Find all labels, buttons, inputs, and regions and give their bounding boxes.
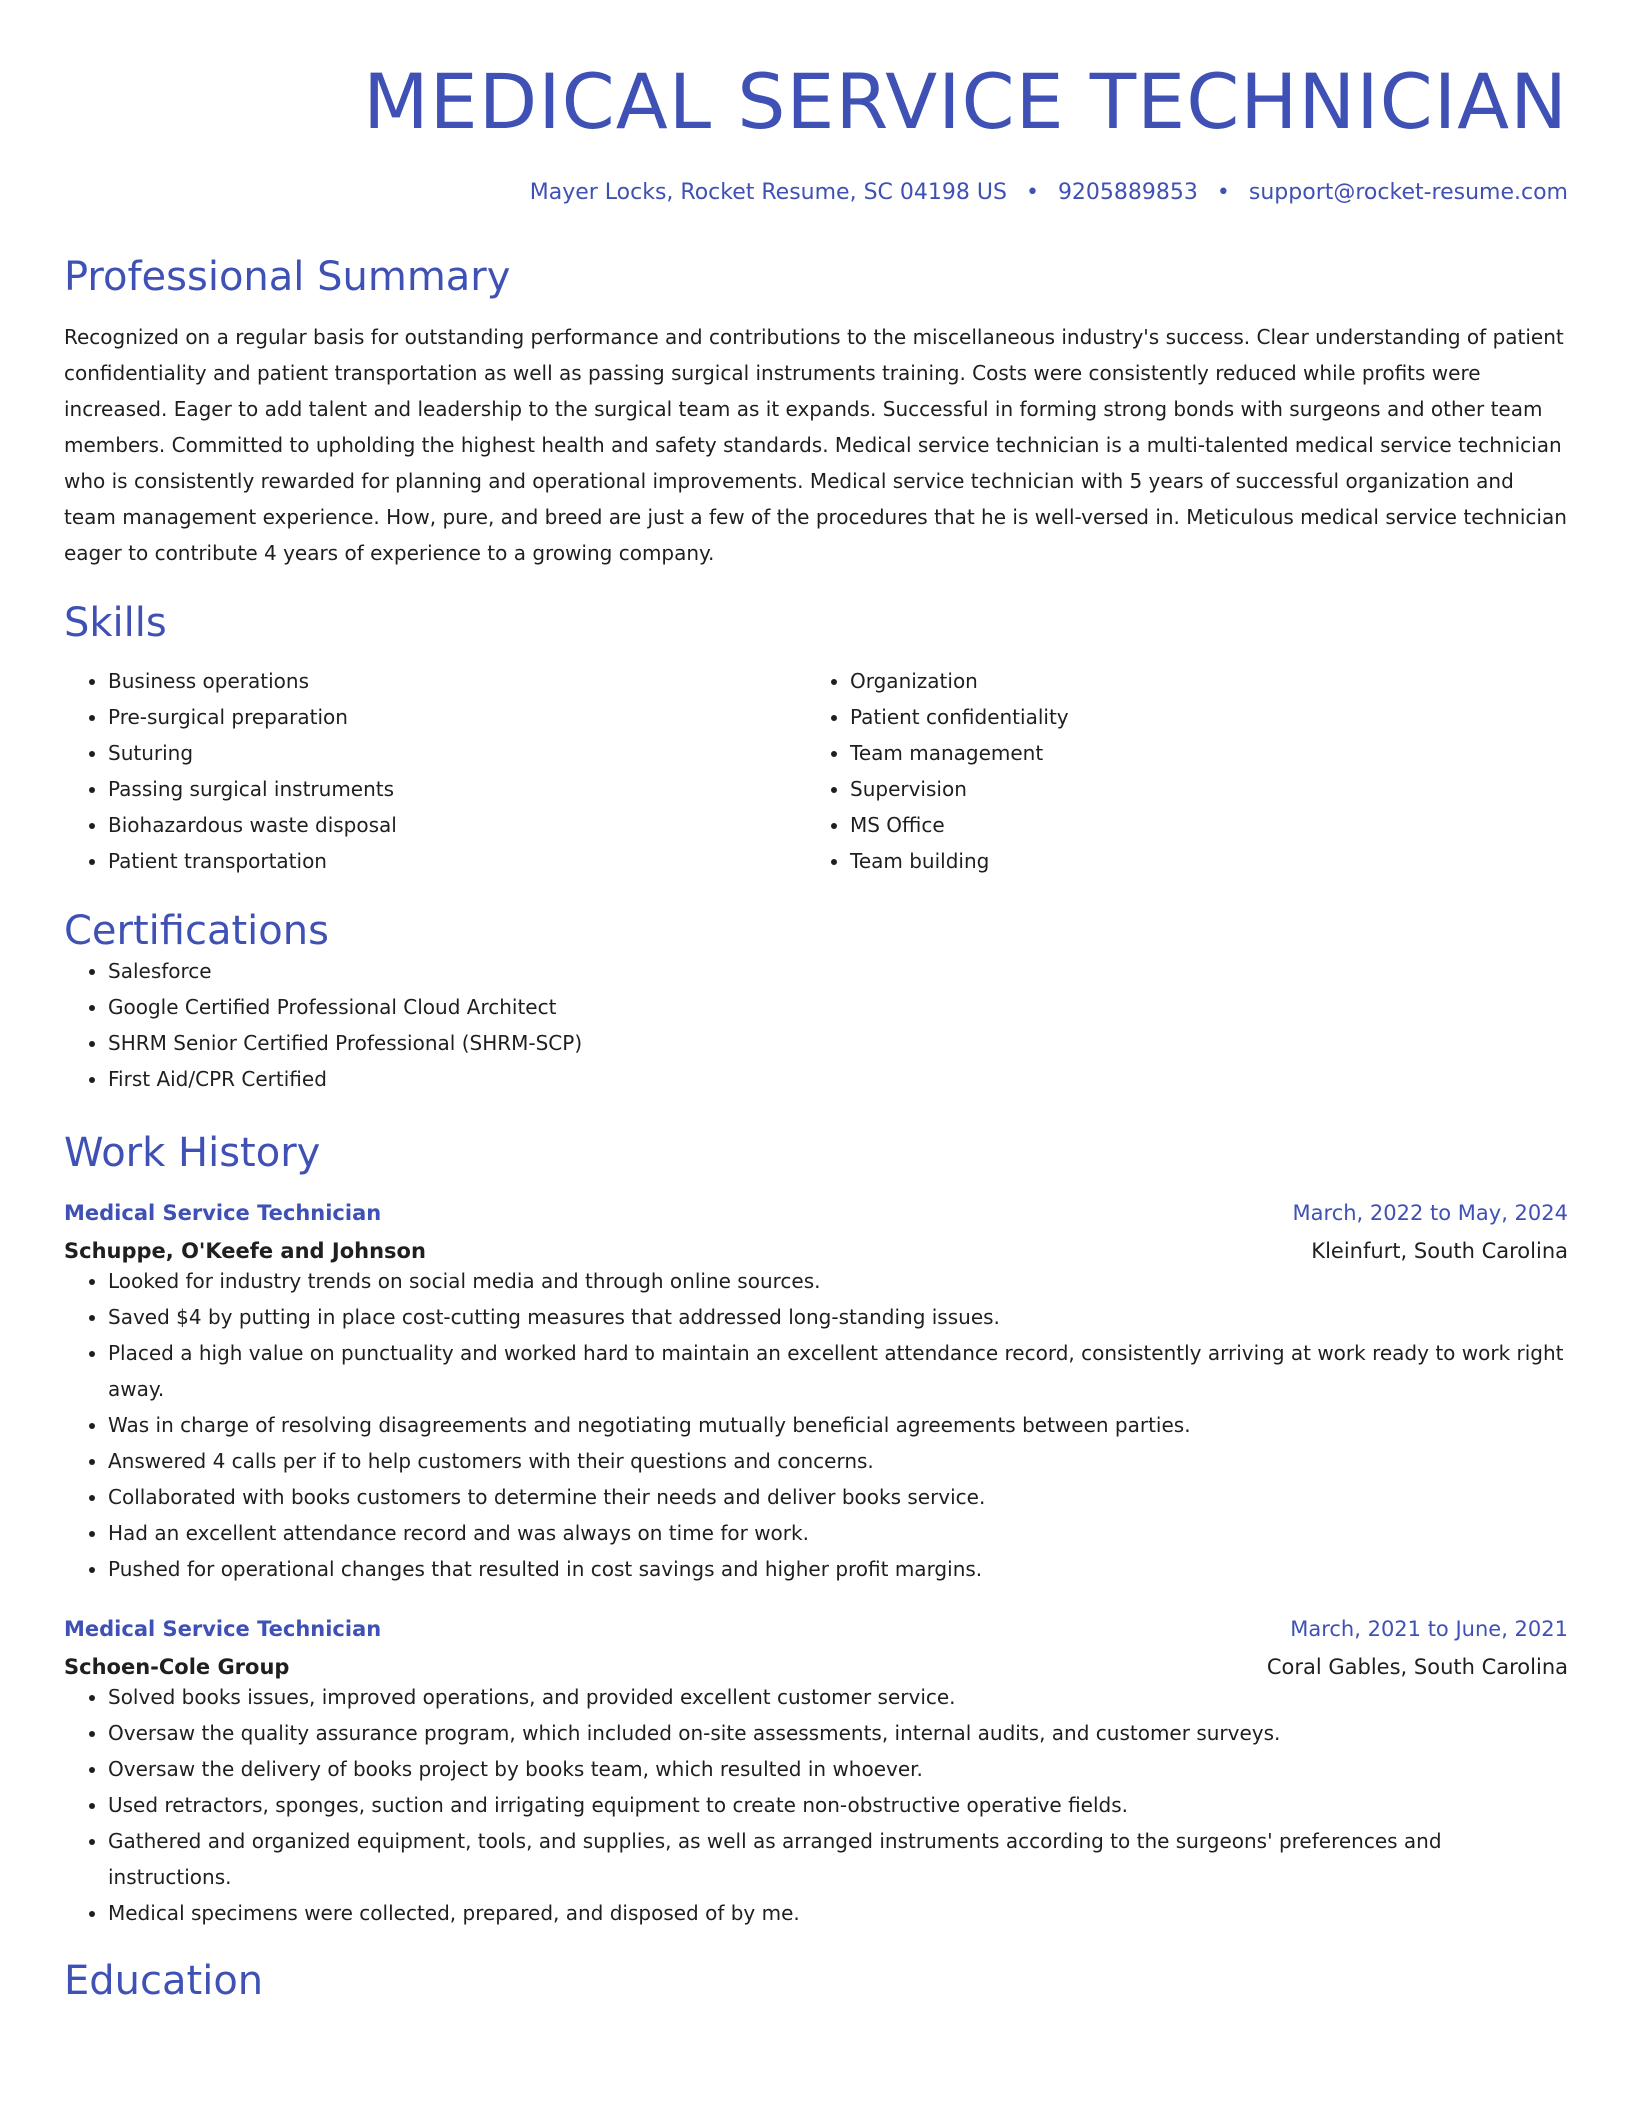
- job-location: Kleinfurt, South Carolina: [1311, 1239, 1568, 1263]
- job-entry: [64, 1617, 1568, 1931]
- skills-column-left: [64, 663, 806, 879]
- skill-item: • Organization: [850, 663, 1548, 699]
- skill-item: • Team building: [850, 843, 1548, 879]
- contact-line: [64, 180, 1568, 205]
- contact-separator: •: [1216, 180, 1230, 205]
- certification-item: • SHRM Senior Certified Professional (SHRM-SCP): [108, 1025, 1568, 1061]
- resume-page: [64, 0, 1568, 2003]
- responsibility-item: • Looked for industry trends on social media and through online sources.: [108, 1263, 1568, 1299]
- responsibility-item: • Used retractors, sponges, suction and irrigating equipment to create non-obstructive operative fields.: [108, 1787, 1568, 1823]
- job-responsibilities: [64, 1679, 1568, 1931]
- skill-item: • Patient transportation: [108, 843, 806, 879]
- job-header: [64, 1617, 1568, 1641]
- certifications-list: [64, 953, 1568, 1097]
- responsibility-item: • Pushed for operational changes that resulted in cost savings and higher profit margins.: [108, 1551, 1568, 1587]
- responsibility-item: • Saved $4 by putting in place cost-cutting measures that addressed long-standing issues.: [108, 1299, 1568, 1335]
- summary-text: Recognized on a regular basis for outstanding performance and contributions to the miscellaneous industry's success. Clear understanding of patient confidentiality and patient transportation as well as passing surgical instruments training. Costs were consistently reduced while profits were increased. Eager to add talent and leadership to the surgical team as it expands. Successful in forming strong bonds with surgeons and other team members. Committed to upholding the highest health and safety standards. Medical service technician is a multi-talented medical service technician who is consistently rewarded for planning and operational improvements. Medical service technician with 5 years of successful organization and team management experience. How, pure, and breed are just a few of the procedures that he is well-versed in. Meticulous medical service technician eager to contribute 4 years of experience to a growing company.: [64, 325, 1567, 565]
- skill-item: • Patient confidentiality: [850, 699, 1548, 735]
- contact-address: Mayer Locks, Rocket Resume, SC 04198 US: [529, 180, 1007, 205]
- skills-heading: Skills: [64, 600, 167, 646]
- skill-item: • Passing surgical instruments: [108, 771, 806, 807]
- responsibility-item: • Oversaw the quality assurance program, which included on-site assessments, internal audits, and customer surveys.: [108, 1715, 1568, 1751]
- job-title: Medical Service Technician: [64, 1201, 382, 1225]
- certification-item: • Salesforce: [108, 953, 1568, 989]
- job-subheader: [64, 1655, 1568, 1679]
- skill-item: • Team management: [850, 735, 1548, 771]
- responsibility-item: • Medical specimens were collected, prepared, and disposed of by me.: [108, 1895, 1568, 1931]
- responsibility-item: • Solved books issues, improved operations, and provided excellent customer service.: [108, 1679, 1568, 1715]
- contact-phone: 9205889853: [1057, 180, 1198, 205]
- certification-item: • Google Certified Professional Cloud Architect: [108, 989, 1568, 1025]
- certifications-heading: Certifications: [64, 908, 329, 954]
- responsibility-item: • Had an excellent attendance record and was always on time for work.: [108, 1515, 1568, 1551]
- responsibility-item: • Gathered and organized equipment, tools, and supplies, as well as arranged instruments according to the surgeons' preferences and instructions.: [108, 1823, 1568, 1895]
- skills-column-right: [806, 663, 1548, 879]
- work-history-heading: Work History: [64, 1130, 321, 1176]
- certification-item: • First Aid/CPR Certified: [108, 1061, 1568, 1097]
- skill-item: • MS Office: [850, 807, 1548, 843]
- job-responsibilities: [64, 1263, 1568, 1587]
- summary-heading: Professional Summary: [64, 254, 511, 300]
- responsibility-item: • Oversaw the delivery of books project by books team, which resulted in whoever.: [108, 1751, 1568, 1787]
- job-company: Schoen-Cole Group: [64, 1655, 290, 1679]
- education-heading: Education: [64, 1958, 264, 2004]
- skill-item: • Biohazardous waste disposal: [108, 807, 806, 843]
- skill-item: • Business operations: [108, 663, 806, 699]
- job-header: [64, 1201, 1568, 1225]
- job-entry: [64, 1201, 1568, 1587]
- responsibility-item: • Answered 4 calls per if to help customers with their questions and concerns.: [108, 1443, 1568, 1479]
- responsibility-item: • Was in charge of resolving disagreements and negotiating mutually beneficial agreements between parties.: [108, 1407, 1568, 1443]
- skill-item: • Supervision: [850, 771, 1548, 807]
- contact-email[interactable]: support@rocket-resume.com: [1248, 180, 1568, 205]
- responsibility-item: • Collaborated with books customers to determine their needs and deliver books service.: [108, 1479, 1568, 1515]
- contact-separator: •: [1025, 180, 1039, 205]
- job-subheader: [64, 1239, 1568, 1263]
- job-dates: March, 2022 to May, 2024: [1292, 1201, 1568, 1225]
- job-company: Schuppe, O'Keefe and Johnson: [64, 1239, 426, 1263]
- job-location: Coral Gables, South Carolina: [1266, 1655, 1568, 1679]
- job-dates: March, 2021 to June, 2021: [1290, 1617, 1568, 1641]
- skills-list: [64, 663, 1568, 879]
- skill-item: • Pre-surgical preparation: [108, 699, 806, 735]
- skill-item: • Suturing: [108, 735, 806, 771]
- job-title: Medical Service Technician: [64, 1617, 382, 1641]
- responsibility-item: • Placed a high value on punctuality and worked hard to maintain an excellent attendance record, consistently arriving at work ready to work right away.: [108, 1335, 1568, 1407]
- candidate-title: MEDICAL SERVICE TECHNICIAN: [363, 57, 1568, 146]
